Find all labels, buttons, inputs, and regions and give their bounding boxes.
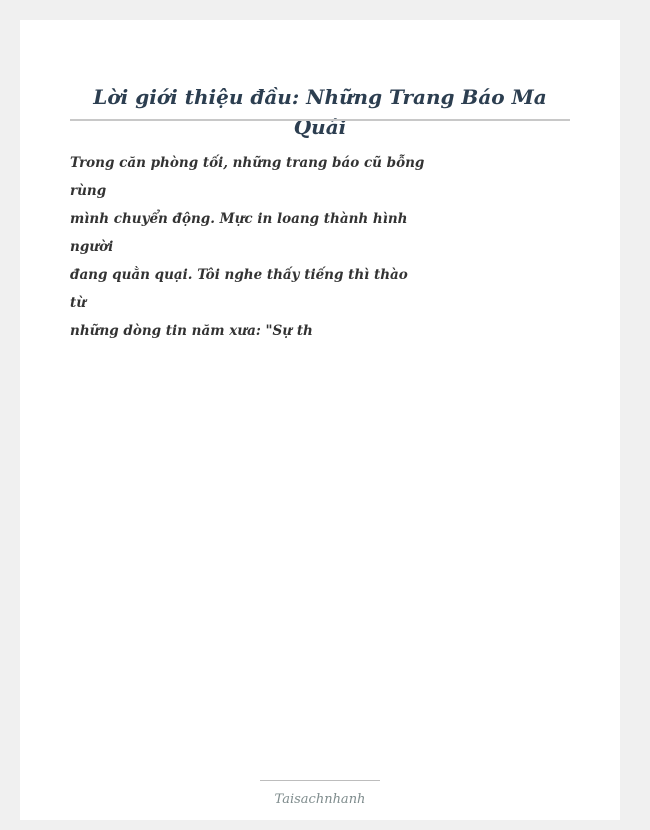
footer-divider (260, 780, 380, 781)
page-title: Lời giới thiệu đầu: Những Trang Báo Ma Quái (93, 85, 547, 139)
body-line: đang quằn quại. Tôi nghe thấy tiếng thì thào (70, 267, 408, 283)
body-line: từ (70, 295, 87, 311)
title-divider (70, 119, 570, 121)
body-line: Trong căn phòng tối, những trang báo cũ bỗng (70, 155, 425, 171)
body-line: mình chuyển động. Mực in loang thành hình (70, 211, 408, 227)
body-line: người (70, 239, 114, 255)
body-line: những dòng tin năm xưa: "Sự th (70, 323, 313, 339)
body-text (70, 151, 425, 347)
document-page (20, 20, 620, 820)
body-line: rùng (70, 183, 107, 199)
footer-text: Taisachnhanh (274, 792, 366, 807)
